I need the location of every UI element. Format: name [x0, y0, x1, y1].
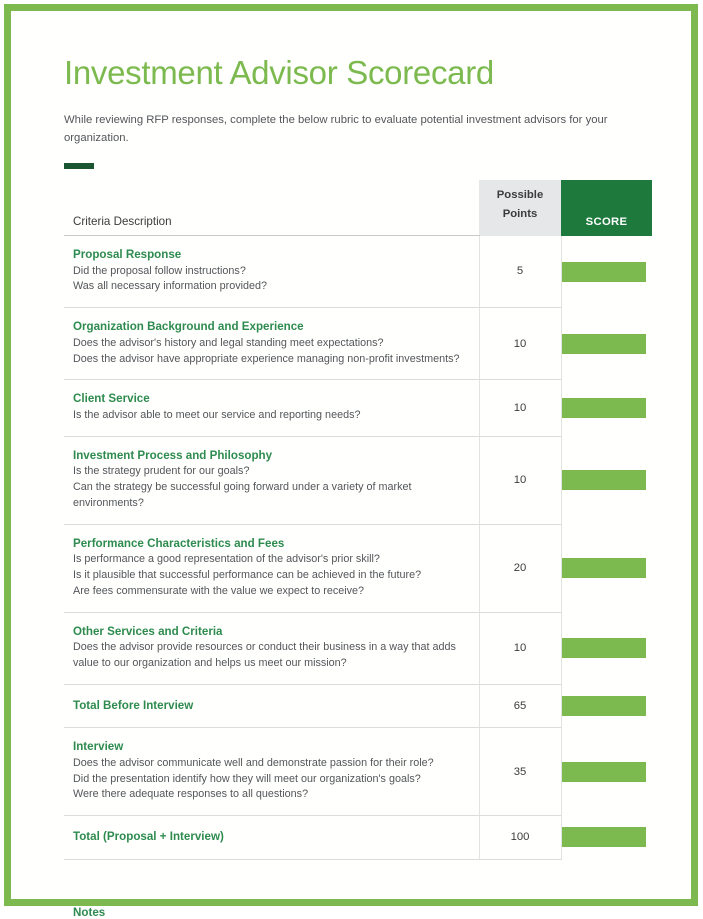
notes-label: Notes [73, 905, 106, 919]
criteria-cell [64, 308, 479, 380]
criteria-title: Client Service [73, 392, 150, 406]
criteria-question: Is the strategy prudent for our goals? [73, 465, 250, 478]
criteria-title: Total Before Interview [73, 698, 194, 712]
criteria-question: Did the presentation identify how they will meet our organization's goals? [73, 772, 421, 785]
table-header [64, 180, 652, 236]
criteria-title: Organization Background and Experience [73, 320, 304, 334]
section-divider-rule [64, 163, 94, 169]
score-input-cell[interactable] [562, 638, 646, 658]
criteria-title: Proposal Response [73, 248, 182, 262]
possible-points-cell: 5 [479, 236, 561, 308]
possible-points-cell: 20 [479, 524, 561, 612]
score-input-cell[interactable] [562, 558, 646, 578]
criteria-question: Are fees commensurate with the value we expect to receive? [73, 584, 365, 597]
criteria-cell [64, 728, 479, 816]
table-row [64, 612, 652, 684]
criteria-question: Can the strategy be successful going forward under a variety of market environments? [73, 481, 412, 509]
possible-points-cell: 10 [479, 308, 561, 380]
criteria-question: Does the advisor provide resources or conduct their business in a way that adds value to our organization and helps us meet our mission? [73, 641, 456, 669]
score-input-cell[interactable] [562, 398, 646, 418]
criteria-cell [64, 684, 479, 728]
table-row [64, 684, 652, 728]
column-header-score: SCORE [561, 180, 652, 236]
criteria-cell [64, 236, 479, 308]
possible-points-cell: 65 [479, 684, 561, 728]
possible-points-cell: 100 [479, 816, 561, 860]
possible-points-line1: Possible [496, 188, 544, 201]
score-input-cell[interactable] [562, 762, 646, 782]
score-cell-container [561, 684, 652, 728]
document-header [11, 11, 691, 169]
table-row [64, 728, 652, 816]
criteria-question: Does the advisor communicate well and demonstrate passion for their role? [73, 756, 434, 769]
criteria-title: Investment Process and Philosophy [73, 448, 273, 462]
scorecard-table-container [11, 180, 691, 860]
table-row [64, 236, 652, 308]
page-sheet [11, 11, 691, 919]
score-input-cell[interactable] [562, 334, 646, 354]
criteria-cell [64, 436, 479, 524]
criteria-question: Is performance a good representation of the advisor's prior skill? [73, 553, 380, 566]
criteria-title: Interview [73, 740, 124, 754]
criteria-question: Does the advisor's history and legal standing meet expectations? [73, 336, 384, 349]
table-row [64, 524, 652, 612]
table-header-row [64, 180, 652, 236]
score-cell-container [561, 816, 652, 860]
column-header-possible-points [479, 180, 561, 236]
criteria-question: Does the advisor have appropriate experience managing non-profit investments? [73, 352, 460, 365]
criteria-title: Total (Proposal + Interview) [73, 830, 224, 844]
score-cell-container [561, 524, 652, 612]
score-cell-container [561, 728, 652, 816]
criteria-question: Were there adequate responses to all questions? [73, 788, 309, 801]
table-row [64, 436, 652, 524]
criteria-cell [64, 524, 479, 612]
column-header-criteria-description: Criteria Description [64, 180, 479, 236]
criteria-question: Did the proposal follow instructions? [73, 264, 246, 277]
criteria-cell [64, 816, 479, 860]
score-input-cell[interactable] [562, 696, 646, 716]
score-input-cell[interactable] [562, 470, 646, 490]
criteria-title: Other Services and Criteria [73, 624, 223, 638]
score-input-cell[interactable] [562, 827, 646, 847]
criteria-cell [64, 380, 479, 436]
page-title: Investment Advisor Scorecard [64, 54, 494, 91]
criteria-question: Was all necessary information provided? [73, 280, 268, 293]
score-cell-container [561, 436, 652, 524]
page-border-frame [4, 4, 698, 919]
score-cell-container [561, 236, 652, 308]
score-cell-container [561, 612, 652, 684]
scorecard-table [64, 180, 652, 860]
possible-points-cell: 10 [479, 612, 561, 684]
score-input-cell[interactable] [562, 262, 646, 282]
table-body [64, 236, 652, 860]
criteria-title: Performance Characteristics and Fees [73, 536, 285, 550]
criteria-question: Is it plausible that successful performance can be achieved in the future? [73, 569, 422, 581]
score-cell-container [561, 308, 652, 380]
criteria-question: Is the advisor able to meet our service and reporting needs? [73, 408, 361, 421]
intro-paragraph: While reviewing RFP responses, complete the below rubric to evaluate potential investment advisors for your organization. [64, 113, 608, 145]
table-row [64, 816, 652, 860]
possible-points-cell: 10 [479, 436, 561, 524]
possible-points-cell: 10 [479, 380, 561, 436]
table-row [64, 380, 652, 436]
possible-points-line2: Points [502, 207, 538, 220]
table-row [64, 308, 652, 380]
possible-points-cell: 35 [479, 728, 561, 816]
criteria-cell [64, 612, 479, 684]
score-cell-container [561, 380, 652, 436]
